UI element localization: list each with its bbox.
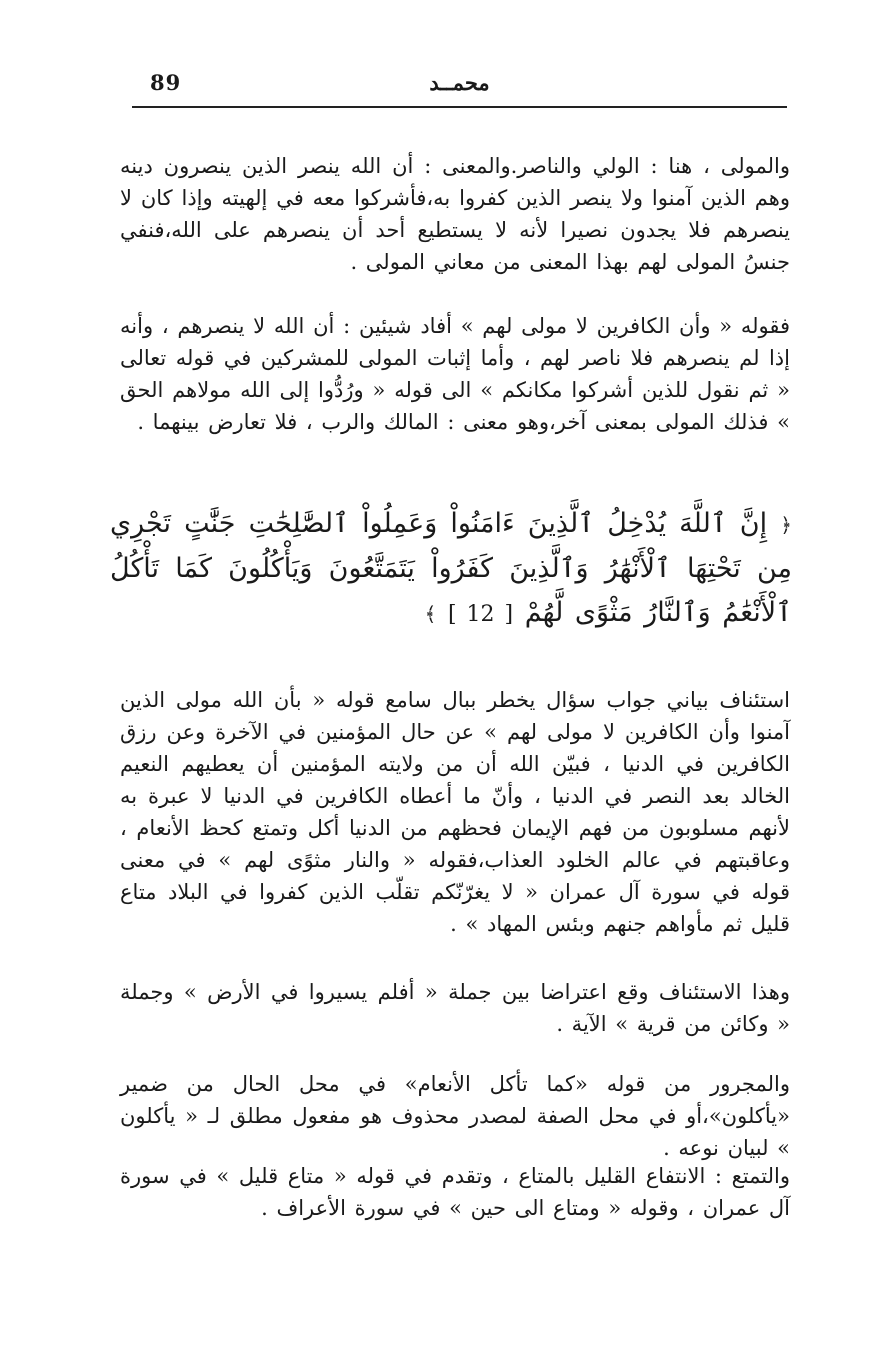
verse-open-bracket: ﴿	[780, 513, 792, 537]
paragraph-istinaf: استئناف بياني جواب سؤال يخطر ببال سامع قوله « بأن الله مولى الذين آمنوا وأن الكافرين لا مولى لهم » عن حال المؤمنين في الآخرة وعن رزق الكافرين في الدنيا ، فبيّن الله أن من ولايته المؤمنين أن يعطيهم النعيم الخالد بعد النصر في الدنيا ، وأنّ ما أعطاه الكافرين في الدنيا لا عبرة به لأنهم مسلوبون من فهم الإيمان فحظهم من الدنيا أكل وتمتع كحظ الأنعام ، وعاقبتهم في عالم الخلود العذاب،فقوله « والنار مثوًى لهم » في معنى قوله في سورة آل عمران « لا يغرّنّكم تقلّب الذين كفروا في البلاد متاع قليل ثم مأواهم جنهم وبئس المهاد » .	[120, 688, 790, 936]
paragraph-no-mawla: فقوله « وأن الكافرين لا مولى لهم » أفاد شيئين : أن الله لا ينصرهم ، وأنه إذا لم ينصرهم فلا ناصر لهم ، وأما إثبات المولى للمشركين في قوله تعالى « ثم نقول للذين أشركوا مكانكم » الى قوله « ورُدُّوا إلى الله مولاهم الحق » فذلك المولى بمعنى آخر،وهو معنى : المالك والرب ، فلا تعارض بينهما .	[120, 314, 790, 434]
running-title: محمــد	[429, 70, 490, 95]
verse-text: إِنَّ ٱللَّهَ يُدْخِلُ ٱلَّذِينَ ءَامَنُواْ وَعَمِلُواْ ٱلصَّٰلِحَٰتِ جَنَّٰتٍ تَجْرِي مِن تَحْتِهَا ٱلْأَنْهَٰرُ وَٱلَّذِينَ كَفَرُواْ يَتَمَتَّعُونَ وَيَأْكُلُونَ كَمَا تَأْكُلُ ٱلْأَنْعَٰمُ وَٱلنَّارُ مَثْوًى لَّهُمْ	[110, 508, 792, 628]
page-number: 89	[150, 70, 182, 95]
paragraph-mawla-meaning: والمولى ، هنا : الولي والناصر.والمعنى : أن الله ينصر الذين ينصرون دينه وهم الذين آمنوا ولا ينصر الذين كفروا به،فأشركوا معه في إلهيته وإذا كان لا ينصرهم فلا يجدون نصيرا لأنه لا يستطيع أحد أن ينصرهم على الله،فنفي جنسُ المولى لهم بهذا المعنى من معاني المولى .	[120, 154, 790, 274]
paragraph-tamattu: والتمتع : الانتفاع القليل بالمتاع ، وتقدم في قوله « متاع قليل » في سورة آل عمران ، وقوله « ومتاع الى حين » في سورة الأعراف .	[120, 1164, 790, 1220]
verse-number: [ 12 ]	[447, 602, 514, 627]
paragraph-majrur: والمجرور من قوله «كما تأكل الأنعام» في محل الحال من ضمير «يأكلون»،أو في محل الصفة لمصدر محذوف هو مفعول مطلق لـ « يأكلون » لبيان نوعه .	[120, 1072, 790, 1160]
paragraph-itirad: وهذا الاستئناف وقع اعتراضا بين جملة « أفلم يسيروا في الأرض » وجملة « وكائن من قرية » الآية .	[120, 980, 790, 1036]
quran-verse	[110, 502, 792, 637]
header-divider	[132, 106, 787, 108]
page-header	[132, 64, 787, 108]
verse-close-bracket: ﴾	[424, 602, 437, 626]
